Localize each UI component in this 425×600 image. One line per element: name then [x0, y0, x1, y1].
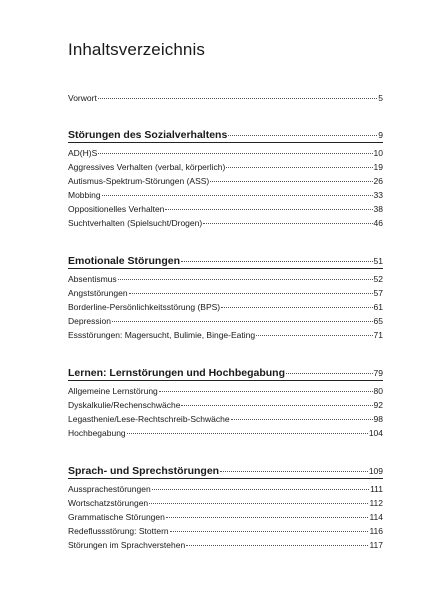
toc-entry [68, 288, 383, 299]
toc-entry-title: Mobbing [68, 190, 101, 200]
toc-entry [68, 540, 383, 551]
dot-leader [228, 135, 377, 136]
toc-section-title: Lernen: Lernstörungen und Hochbegabung [68, 367, 285, 379]
toc-entry-title: Redeflussstörung: Stottern [68, 526, 169, 536]
section-divider [68, 142, 383, 143]
toc-entry-title: Grammatische Störungen [68, 512, 165, 522]
toc-page-number: 9 [378, 130, 383, 140]
toc-entry-title: Hochbegabung [68, 428, 126, 438]
toc-page-number: 46 [373, 218, 383, 228]
dot-leader [170, 531, 369, 532]
dot-leader [118, 279, 373, 280]
toc-entry-title: Angststörungen [68, 288, 128, 298]
dot-leader [181, 261, 373, 262]
dot-leader [256, 335, 372, 336]
toc-page-number: 112 [369, 498, 383, 508]
toc-page-number: 51 [373, 256, 383, 266]
section-divider [68, 478, 383, 479]
toc-entry [68, 484, 383, 495]
toc-entry [68, 162, 383, 173]
toc-page-number: 92 [373, 400, 383, 410]
dot-leader [129, 293, 373, 294]
toc-entry-title: Aussprachestörungen [68, 484, 151, 494]
toc-entry [68, 316, 383, 327]
toc-entry-title: Legasthenie/Lese-Rechtschreib-Schwäche [68, 414, 230, 424]
toc-entry [68, 526, 383, 537]
dot-leader [226, 167, 372, 168]
toc-page-number: 38 [373, 204, 383, 214]
toc-section [68, 464, 383, 478]
toc-entry-title: Depression [68, 316, 111, 326]
dot-leader [149, 503, 368, 504]
dot-leader [181, 405, 372, 406]
dot-leader [203, 223, 372, 224]
dot-leader [186, 545, 368, 546]
toc-entry [68, 498, 383, 509]
toc-section-title: Störungen des Sozialverhaltens [68, 129, 228, 141]
toc-entry-title: Suchtverhalten (Spielsucht/Drogen) [68, 218, 203, 228]
toc-entry [68, 204, 383, 215]
dot-leader [165, 209, 372, 210]
page-title: Inhaltsverzeichnis [68, 40, 205, 59]
toc-entry-title: Störungen im Sprachverstehen [68, 540, 186, 550]
toc-entry [68, 274, 383, 285]
toc-section [68, 128, 383, 142]
dot-leader [127, 433, 368, 434]
toc-page-number: 80 [373, 386, 383, 396]
toc-section-title: Emotionale Störungen [68, 255, 181, 267]
dot-leader [152, 489, 369, 490]
dot-leader [98, 98, 377, 99]
toc-page-number: 19 [373, 162, 383, 172]
toc-entry-title: Oppositionelles Verhalten [68, 204, 165, 214]
toc-entry-title: Essstörungen: Magersucht, Bulimie, Binge-Eating [68, 330, 256, 340]
dot-leader [102, 195, 373, 196]
dot-leader [166, 517, 369, 518]
toc-entry-title: Wortschatzstörungen [68, 498, 149, 508]
toc-page-number: 116 [369, 526, 383, 536]
dot-leader [221, 307, 372, 308]
dot-leader [231, 419, 373, 420]
toc-entry [68, 218, 383, 229]
toc-page-number: 33 [373, 190, 383, 200]
toc-entry [68, 190, 383, 201]
toc-entry-title: AD(H)S [68, 148, 98, 158]
toc-page-number: 10 [373, 148, 383, 158]
dot-leader [286, 373, 373, 374]
toc-entry-title: Aggressives Verhalten (verbal, körperlich) [68, 162, 226, 172]
toc-entry-title: Dyskalkulie/Rechenschwäche [68, 400, 181, 410]
toc-page-number: 65 [373, 316, 383, 326]
toc-section [68, 254, 383, 268]
dot-leader [159, 391, 373, 392]
toc-entry [68, 428, 383, 439]
toc-page-number: 109 [368, 466, 383, 476]
toc-page-number: 71 [373, 330, 383, 340]
toc-section [68, 366, 383, 380]
toc-page-number: 104 [368, 428, 383, 438]
section-divider [68, 380, 383, 381]
dot-leader [210, 181, 372, 182]
toc-entry [68, 512, 383, 523]
dot-leader [220, 471, 368, 472]
toc-entry [68, 302, 383, 313]
toc-page-number: 111 [370, 484, 383, 494]
toc-page-number: 114 [369, 512, 383, 522]
toc-page-number: 26 [373, 176, 383, 186]
toc-section-title: Sprach- und Sprechstörungen [68, 465, 220, 477]
dot-leader [112, 321, 373, 322]
toc-entry [68, 93, 383, 104]
toc-page-number: 52 [373, 274, 383, 284]
toc-entry [68, 176, 383, 187]
toc-entry-title: Absentismus [68, 274, 117, 284]
toc-entry-title: Borderline-Persönlichkeitsstörung (BPS) [68, 302, 221, 312]
toc-entry [68, 330, 383, 341]
toc-page-number: 98 [373, 414, 383, 424]
toc-entry [68, 148, 383, 159]
toc-page-number: 79 [373, 368, 383, 378]
toc-entry-title: Autismus-Spektrum-Störungen (ASS) [68, 176, 210, 186]
toc-entry [68, 386, 383, 397]
toc-page-number: 117 [369, 540, 383, 550]
toc-entry [68, 400, 383, 411]
toc-page-number: 5 [378, 93, 383, 103]
toc-page-number: 61 [373, 302, 383, 312]
toc-entry-title: Vorwort [68, 93, 97, 103]
toc-entry-title: Allgemeine Lernstörung [68, 386, 158, 396]
dot-leader [98, 153, 372, 154]
toc-page-number: 57 [373, 288, 383, 298]
section-divider [68, 268, 383, 269]
toc-entry [68, 414, 383, 425]
